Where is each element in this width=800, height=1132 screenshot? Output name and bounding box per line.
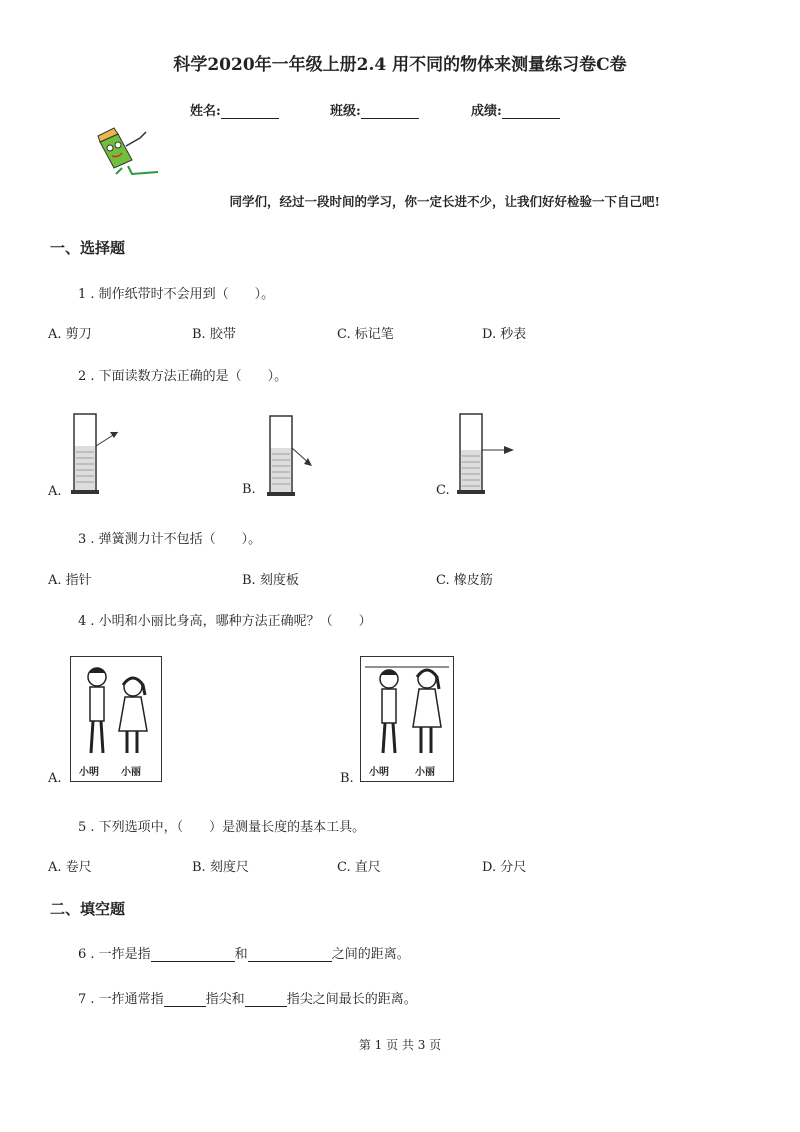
- question-2: 2 . 下面读数方法正确的是（ ）。: [78, 369, 288, 384]
- q6-text-3: 之间的距离。: [331, 947, 410, 962]
- q7-blank-2[interactable]: [245, 992, 287, 1007]
- class-label: 班级:: [330, 104, 361, 119]
- q2-option-c[interactable]: C.: [436, 483, 450, 498]
- q5-option-b[interactable]: B. 刻度尺: [192, 860, 249, 875]
- q4-option-b[interactable]: B.: [340, 771, 354, 786]
- score-field: [471, 100, 560, 119]
- q1-option-b[interactable]: B. 胶带: [192, 327, 236, 342]
- class-blank[interactable]: [361, 104, 419, 119]
- question-3: 3 . 弹簧测力计不包括（ ）。: [78, 532, 262, 547]
- class-field: [330, 100, 419, 119]
- label-xiaoming: 小明: [79, 767, 99, 778]
- q7-text-3: 指尖之间最长的距离。: [286, 992, 417, 1007]
- section-heading-choice: 一、选择题: [50, 239, 126, 257]
- label-xiaoming: 小明: [369, 767, 389, 778]
- pencil-mascot-icon: [92, 124, 164, 176]
- q4-figure-a: [70, 656, 162, 782]
- q5-option-d[interactable]: D. 分尺: [482, 860, 527, 875]
- label-xiaoli: 小丽: [415, 767, 435, 778]
- q5-option-a[interactable]: A. 卷尺: [48, 860, 92, 875]
- children-figure-a-image: [75, 661, 157, 761]
- section-heading-fill: 二、填空题: [50, 900, 126, 918]
- q3-option-c[interactable]: C. 橡皮筋: [436, 573, 493, 588]
- score-blank[interactable]: [502, 104, 560, 119]
- q3-option-b[interactable]: B. 刻度板: [242, 573, 299, 588]
- q4-figure-b: [360, 656, 454, 782]
- question-5: 5 . 下列选项中，（ ）是测量长度的基本工具。: [78, 820, 366, 835]
- name-blank[interactable]: [221, 104, 279, 119]
- q6-text-2: 和: [234, 947, 248, 962]
- name-field: [190, 100, 279, 119]
- measuring-cylinder-c-image: [452, 410, 520, 496]
- question-6: [78, 943, 410, 962]
- label-xiaoli: 小丽: [121, 767, 141, 778]
- page-title: 科学2020年一年级上册2.4 用不同的物体来测量练习卷C卷: [173, 55, 627, 75]
- q5-option-c[interactable]: C. 直尺: [337, 860, 381, 875]
- page-footer: 第 1 页 共 3 页: [358, 1038, 442, 1052]
- name-label: 姓名:: [190, 104, 221, 119]
- q6-blank-1[interactable]: [151, 947, 235, 962]
- question-1: 1 . 制作纸带时不会用到（ ）。: [78, 287, 275, 302]
- q1-option-a[interactable]: A. 剪刀: [48, 327, 92, 342]
- question-7: [78, 988, 417, 1007]
- q3-option-a[interactable]: A. 指针: [48, 573, 92, 588]
- q1-option-c[interactable]: C. 标记笔: [337, 327, 394, 342]
- q7-text-1: 7 . 一拃通常指: [78, 992, 164, 1007]
- children-figure-b-image: [365, 661, 449, 761]
- question-4: 4 . 小明和小丽比身高，哪种方法正确呢？（ ）: [78, 614, 372, 629]
- measuring-cylinder-a-image: [66, 410, 126, 496]
- q6-blank-2[interactable]: [248, 947, 332, 962]
- score-label: 成绩:: [471, 104, 502, 119]
- q2-option-a[interactable]: A.: [48, 484, 62, 499]
- measuring-cylinder-b-image: [262, 412, 322, 498]
- q7-blank-1[interactable]: [164, 992, 206, 1007]
- q1-option-d[interactable]: D. 秒表: [482, 327, 527, 342]
- q6-text-1: 6 . 一拃是指: [78, 947, 151, 962]
- q2-option-b[interactable]: B.: [242, 482, 256, 497]
- q7-text-2: 指尖和: [205, 992, 245, 1007]
- intro-text: 同学们，经过一段时间的学习，你一定长进不少，让我们好好检验一下自己吧!: [229, 194, 660, 209]
- q4-option-a[interactable]: A.: [48, 771, 62, 786]
